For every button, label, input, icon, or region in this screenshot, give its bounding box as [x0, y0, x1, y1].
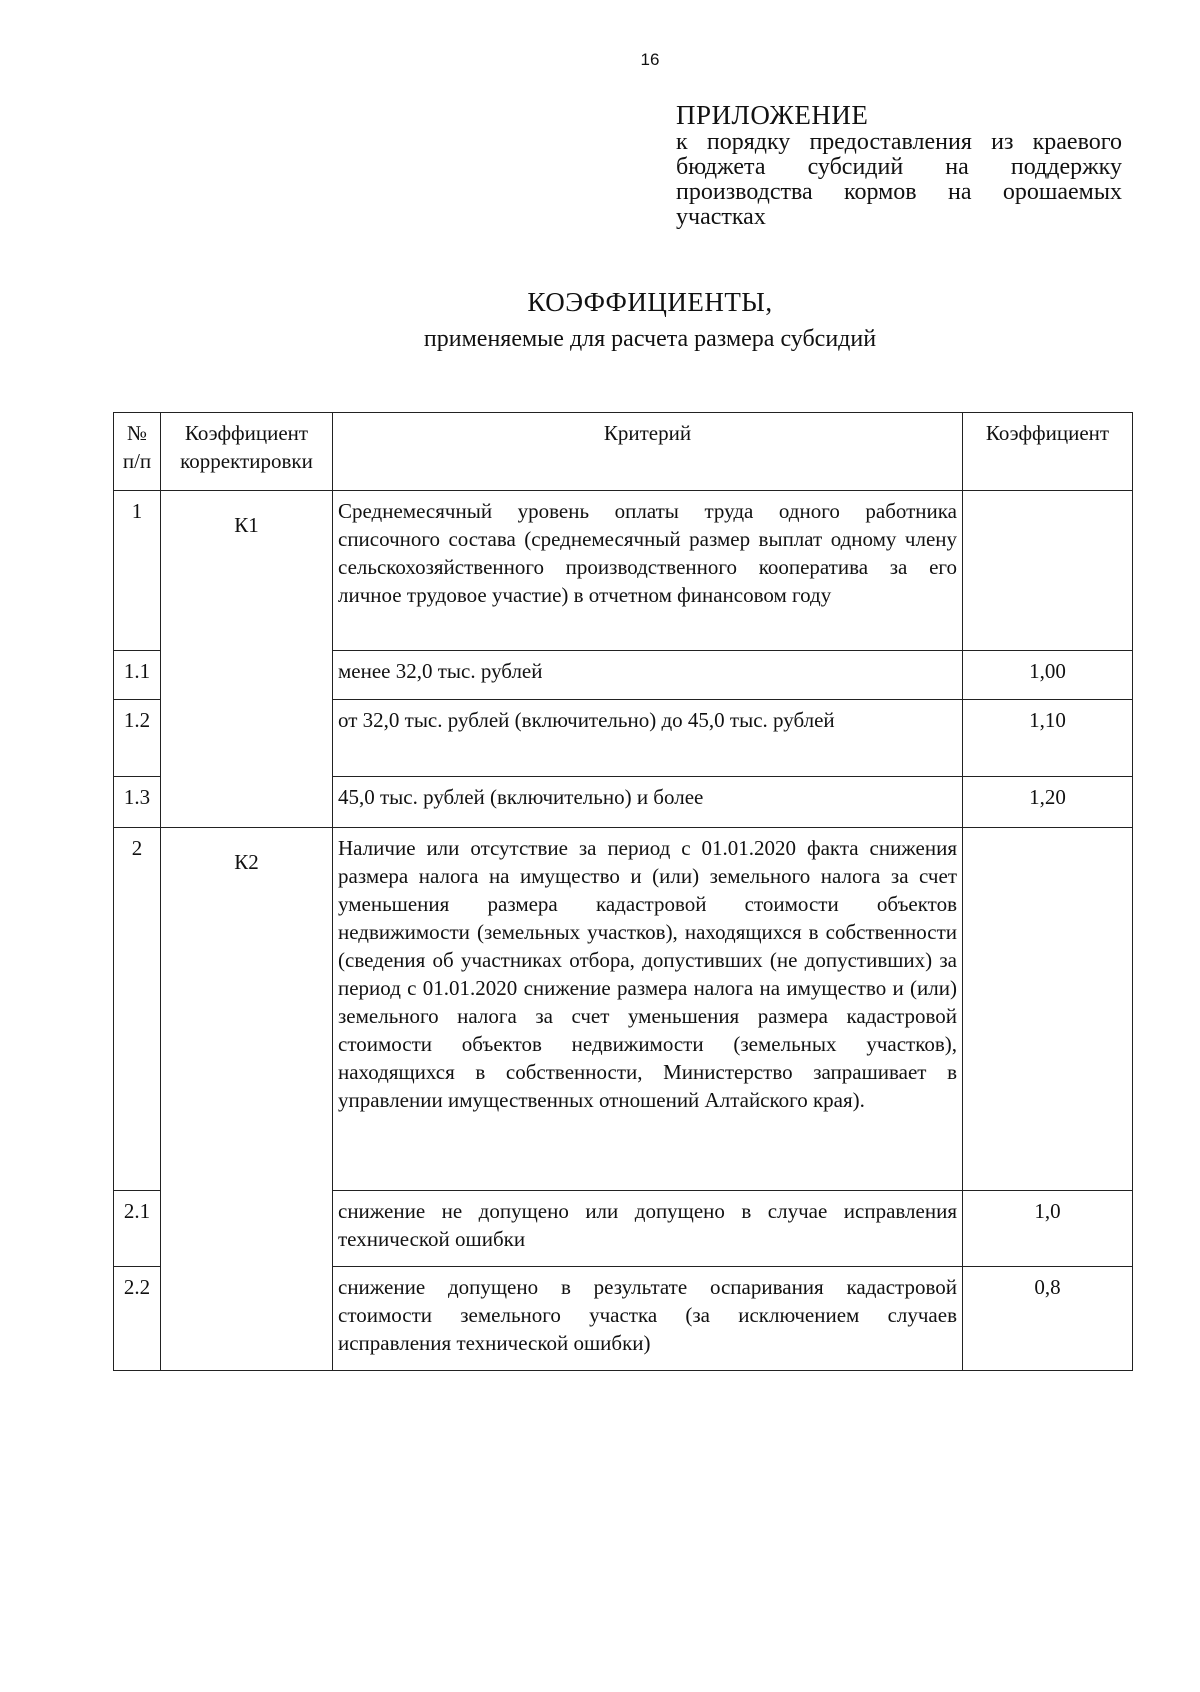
row-number: 2.1 [114, 1191, 161, 1267]
row-coefficient [963, 828, 1133, 1191]
header-number-line1: № [126, 421, 148, 445]
header-number-line2: п/п [122, 449, 152, 473]
row-coefficient: 1,10 [963, 700, 1133, 777]
row-number: 1.2 [114, 700, 161, 777]
document-subtitle: применяемые для расчета размера субсидий [423, 326, 877, 352]
row-number: 2 [114, 828, 161, 1191]
document-title: КОЭФФИЦИЕНТЫ, [527, 287, 773, 317]
row-criterion: снижение не допущено или допущено в случае исправления технической ошибки [333, 1191, 963, 1267]
row-coefficient: 0,8 [963, 1267, 1133, 1371]
row-coefficient: 1,0 [963, 1191, 1133, 1267]
table-header-row [114, 413, 1133, 491]
correction-code: К2 [161, 828, 333, 1371]
correction-code: К1 [161, 491, 333, 828]
row-criterion: Наличие или отсутствие за период с 01.01.2020 факта снижения размера налога на имущество и (или) земельного налога за счет уменьшения размера кадастровой стоимости объектов недвижимости (земельных участков), находящихся в собственности (сведения об участниках отбора, допустивших (не допустивших) за период с 01.01.2020 снижение размера налога на имущество и (или) земельного налога за счет уменьшения размера кадастровой стоимости объектов недвижимости (земельных участков), находящихся в собственности, Министерство запрашивает в управлении имущественных отношений Алтайского края). [333, 828, 963, 1191]
table-row [114, 491, 1133, 651]
row-criterion: снижение допущено в результате оспаривания кадастровой стоимости земельного участка (за исключением случаев исправления технической ошибки) [333, 1267, 963, 1371]
row-criterion: менее 32,0 тыс. рублей [333, 651, 963, 700]
appendix-text: к порядку предоставления из краевого бюджета субсидий на поддержку производства кормов на орошаемых участках [676, 129, 1122, 230]
appendix-block [676, 100, 1122, 230]
row-number: 1.3 [114, 777, 161, 828]
row-number: 1.1 [114, 651, 161, 700]
page-number: 16 [640, 50, 660, 69]
row-coefficient: 1,20 [963, 777, 1133, 828]
row-criterion: от 32,0 тыс. рублей (включительно) до 45,0 тыс. рублей [333, 700, 963, 777]
header-number [114, 413, 161, 491]
appendix-title: ПРИЛОЖЕНИЕ [676, 100, 869, 130]
row-criterion: 45,0 тыс. рублей (включительно) и более [333, 777, 963, 828]
row-number: 2.2 [114, 1267, 161, 1371]
table-row [114, 828, 1133, 1191]
header-correction: Коэффициент корректировки [161, 413, 333, 491]
row-number: 1 [114, 491, 161, 651]
row-coefficient [963, 491, 1133, 651]
row-coefficient: 1,00 [963, 651, 1133, 700]
row-criterion: Среднемесячный уровень оплаты труда одного работника списочного состава (среднемесячный размер выплат одному члену сельскохозяйственного производственного кооператива за его личное трудовое участие) в отчетном финансовом году [333, 491, 963, 651]
header-coefficient: Коэффициент [963, 413, 1133, 491]
coefficients-table [113, 412, 1133, 1371]
header-criterion: Критерий [333, 413, 963, 491]
